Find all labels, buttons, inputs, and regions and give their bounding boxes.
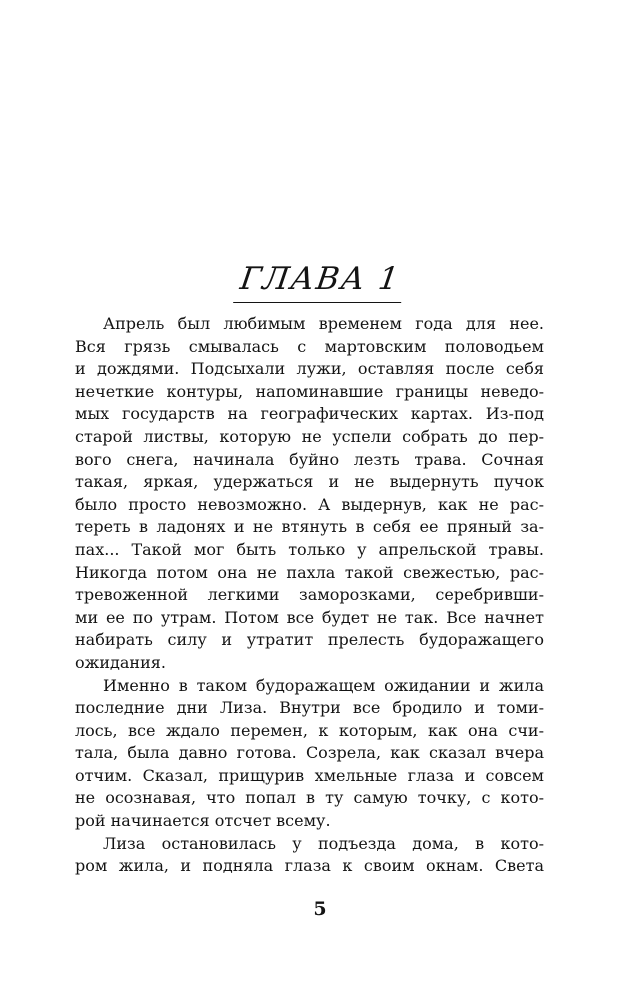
text-line: ми ее по утрам. Потом все будет не так. Все начнет: [75, 607, 544, 627]
text-line: тереть в ладонях и не втянуть в себя ее пряный за-: [75, 517, 544, 537]
text-line: тала, была давно готова. Созрела, как сказал вчера: [75, 743, 544, 763]
text-line: старой листвы, которую не успели собрать до пер-: [75, 426, 544, 446]
text-line: не осознавая, что попал в ту самую точку, с кото-: [75, 788, 544, 808]
text-line: пах... Такой мог быть только у апрельской травы.: [75, 539, 544, 559]
text-line: тревоженной легкими заморозками, серебривши-: [75, 585, 544, 605]
text-line: Лиза остановилась у подъезда дома, в кото-: [103, 833, 544, 853]
text-line: лось, все ждало перемен, к которым, как она счи-: [75, 720, 544, 740]
text-line: мых государств на географических картах. Из-под: [75, 404, 544, 424]
text-line: последние дни Лиза. Внутри все бродило и томи-: [75, 698, 544, 718]
text-line: ожидания.: [75, 652, 166, 672]
text-line: отчим. Сказал, прищурив хмельные глаза и совсем: [75, 765, 544, 785]
text-line: набирать силу и утратит прелесть будоражащего: [75, 630, 544, 650]
text-line: ром жила, и подняла глаза к своим окнам. Света: [75, 856, 544, 876]
page-number: 5: [313, 898, 327, 920]
text-line: Никогда потом она не пахла такой свежестью, рас-: [75, 562, 544, 582]
chapter-heading: [0, 262, 640, 303]
text-line: Вся грязь смывалась с мартовским половодьем: [75, 336, 544, 356]
text-line: такая, яркая, удержаться и не выдернуть пучок: [75, 472, 544, 492]
text-line: рой начинается отсчет всему.: [75, 811, 331, 831]
text-line: было просто невозможно. А выдернув, как не рас-: [75, 494, 544, 514]
text-line: Именно в таком будоражащем ожидании и жила: [103, 675, 544, 695]
text-line: Апрель был любимым временем года для нее.: [103, 314, 544, 333]
text-line: вого снега, начинала буйно лезть трава. Сочная: [75, 449, 544, 469]
chapter-title: ГЛАВА 1: [233, 262, 406, 303]
chapter-body: [75, 313, 544, 878]
text-line: и дождями. Подсыхали лужи, оставляя после себя: [75, 359, 544, 379]
text-line: нечеткие контуры, напоминавшие границы неведо-: [75, 381, 544, 401]
